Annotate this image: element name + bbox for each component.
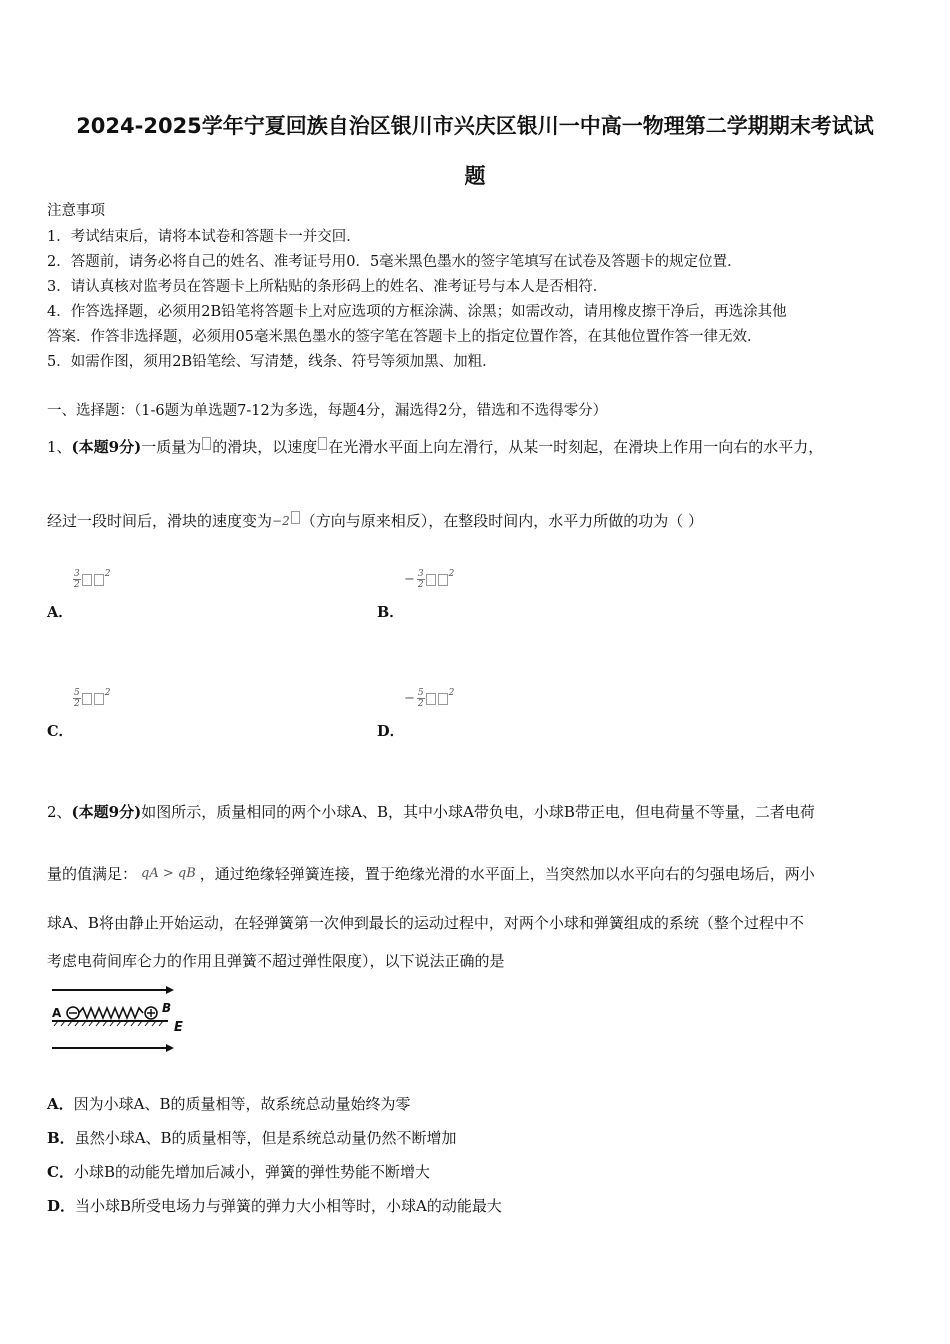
q2-option-d[interactable]: D．当小球B所受电场力与弹簧的弹力大小相等时，小球A的动能最大	[47, 1197, 502, 1215]
q1-option-b[interactable]: B．	[377, 604, 404, 621]
q1-option-c-formula: $\frac{5}{2}$ $^2$	[74, 688, 111, 709]
notice-item: 4．作答选择题，必须用2B铅笔将答题卡上对应选项的方框涂满、涂黑；如需改动，请用橡皮擦干净后，再选涂其他	[47, 304, 787, 320]
q2-line1: 2、(本题9分)如图所示，质量相同的两个小球A、B，其中小球A带负电，小球B带正电，但电荷量不等量，二者电荷	[47, 803, 815, 821]
spring-icon	[79, 1008, 143, 1018]
notice-item: 5．如需作图，须用2B铅笔绘、写清楚，线条、符号等须加黑、加粗．	[47, 354, 497, 370]
q1-option-d-formula: − $\frac{5}{2}$ $^2$	[404, 688, 455, 709]
ball-b-label: B	[162, 1001, 172, 1015]
q1-line2: 经过一段时间后，滑块的速度变为$^{-2}$ （方向与原来相反），在整段时间内，水平力所做的功为（ ）	[47, 512, 703, 530]
page-title-line2: 题	[464, 164, 486, 188]
q1-line1: 1、(本题9分)一质量为 的滑块，以速度 在光滑水平面上向左滑行，从某一时刻起，在滑块上作用一向右的水平力，	[47, 438, 824, 456]
velocity-symbol-icon	[291, 511, 300, 524]
q1-option-a-formula: $\frac{3}{2}$ $^2$	[74, 569, 111, 590]
q2-option-c[interactable]: C．小球B的动能先增加后减小，弹簧的弹性势能不断增大	[47, 1163, 430, 1181]
ball-a-label: A	[52, 1006, 62, 1020]
q2-option-b[interactable]: B．虽然小球A、B的质量相等，但是系统总动量仍然不断增加	[47, 1129, 457, 1147]
notice-heading: 注意事项	[47, 203, 105, 219]
notice-item: 1．考试结束后，请将本试卷和答题卡一并交回．	[47, 229, 361, 245]
q1-option-b-formula: − $\frac{3}{2}$ $^2$	[404, 569, 455, 590]
q1-option-d[interactable]: D．	[377, 723, 405, 740]
page-title-line1: 2024-2025学年宁夏回族自治区银川市兴庆区银川一中高一物理第二学期期末考试试	[76, 114, 874, 138]
q2-line2: 量的值满足： qA > qB ，通过绝缘轻弹簧连接，置于绝缘光滑的水平面上，当突然加以水平向右的匀强电场后，两小	[47, 865, 815, 883]
q2-option-a[interactable]: A．因为小球A、B的质量相等，故系统总动量始终为零	[47, 1095, 411, 1113]
field-label: E	[174, 1020, 183, 1035]
velocity-symbol-icon	[318, 437, 327, 450]
charge-inequality: qA > qB	[141, 866, 196, 881]
notice-item: 答案．作答非选择题，必须用05毫米黑色墨水的签字笔在答题卡上的指定位置作答，在其他位置作答一律无效．	[47, 329, 762, 345]
q2-line4: 考虑电荷间库仑力的作用且弹簧不超过弹性限度），以下说法正确的是	[47, 952, 505, 970]
q1-option-a[interactable]: A．	[47, 604, 73, 621]
notice-item: 3．请认真核对监考员在答题卡上所粘贴的条形码上的姓名、准考证号与本人是否相符．	[47, 279, 608, 295]
q2-line3: 球A、B将由静止开始运动，在轻弹簧第一次伸到最长的运动过程中，对两个小球和弹簧组成的系统（整个过程中不	[47, 914, 804, 932]
spring-balls-figure	[48, 984, 198, 1056]
notice-item: 2．答题前，请务必将自己的姓名、准考证号用0．5毫米黑色墨水的签字笔填写在试卷及答题卡的规定位置．	[47, 254, 742, 270]
section-heading: 一、选择题：（1-6题为单选题7-12为多选，每题4分，漏选得2分，错选和不选得零分）	[47, 403, 608, 419]
mass-symbol-icon	[202, 437, 211, 450]
q1-option-c[interactable]: C．	[47, 723, 74, 740]
